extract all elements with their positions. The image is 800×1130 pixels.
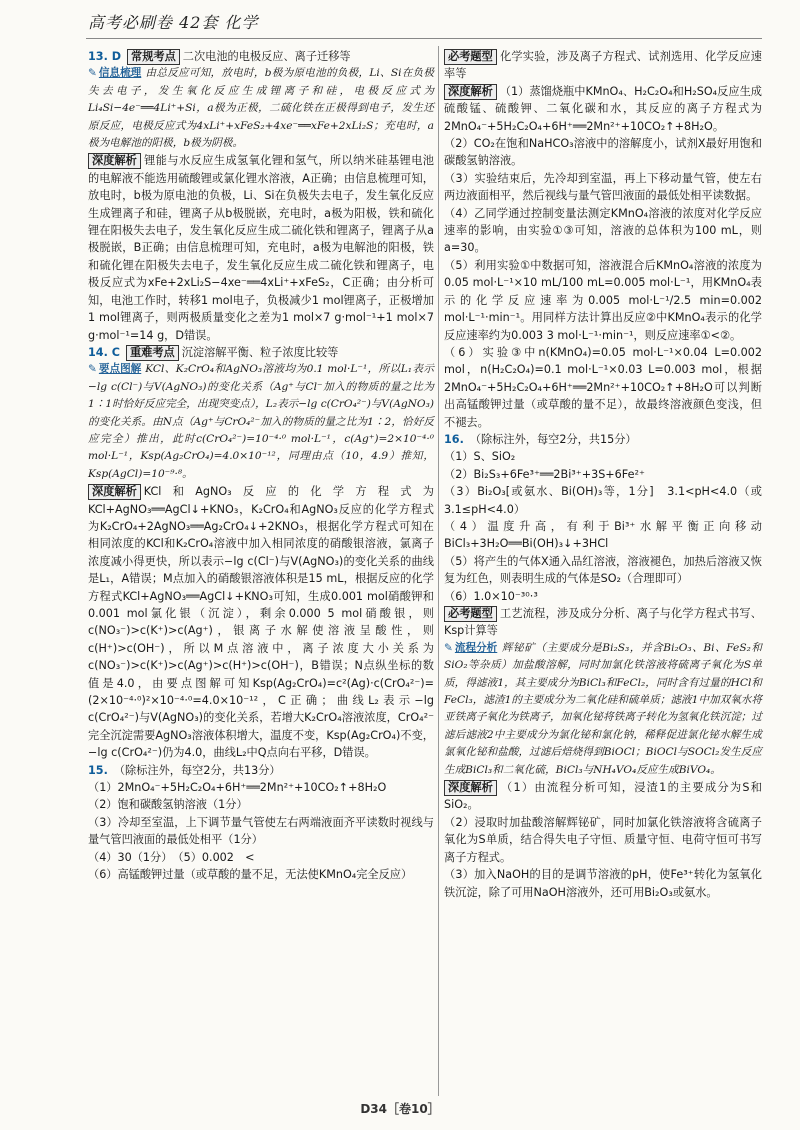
analysis-text: 化学实验，涉及离子方程式、试剂选用、化学反应速率等 bbox=[444, 50, 762, 81]
note-paragraph bbox=[88, 361, 434, 483]
answer-line: （2）Bi₂S₃+6Fe³⁺══2Bi³⁺+3S+6Fe²⁺ bbox=[444, 467, 645, 481]
question-heading bbox=[88, 762, 434, 779]
answer-line: （1）2MnO₄⁻+5H₂C₂O₄+6H⁺══2Mn²⁺+10CO₂↑+8H₂O bbox=[88, 781, 387, 795]
note-label: 信息梳理 bbox=[98, 67, 142, 80]
answer-line: （5）利用实验①中数据可知，溶液混合后KMnO₄溶液的浓度为0.05 mol·L⁻¹×10 mL/100 mL=0.005 mol·L⁻¹，用KMnO₄表示的化学反应速率为0.005 mol·L⁻¹/2.5 min=0.002 mol·L⁻¹·min⁻¹。用同样方法计算出反应②中KMnO₄表示的化学反应速率约为0.003 3 mol·L⁻¹·min⁻¹，则反应速率①<②。 bbox=[444, 258, 762, 342]
section-tag: 深度解析 bbox=[88, 153, 141, 169]
note-text: 辉铋矿（主要成分是Bi₂S₃，并含Bi₂O₃、Bi、FeS₂和SiO₂等杂质）加盐酸溶解，同时加氯化铁溶液将硫离子氧化为S单质，得滤液1，其主要成分为BiCl₃和FeCl₂，同时含有过量的HCl和FeCl₃，滤渣1的主要成分为二氧化硅和硫单质；滤液1中加双氧水将亚铁离子氧化为铁离子，加氧化铋将铁离子转化为氢氧化铁沉淀；过滤后滤液2中主要成分为氯化铋和氯化钠，稀释促进氯化铋水解生成氯氧化铋和盐酸，过滤后焙烧得到BiOCl；BiOCl与SOCl₂发生反应生成BiCl₃和二氧化硫，BiCl₃与NH₄VO₄反应生成BiVO₄。 bbox=[444, 641, 762, 776]
analysis-paragraph bbox=[444, 605, 762, 640]
analysis-paragraph bbox=[444, 779, 762, 814]
pencil-icon: ✎ bbox=[88, 363, 97, 376]
page-header: 高考必刷卷 42套 化学 bbox=[88, 13, 259, 32]
analysis-paragraph bbox=[88, 152, 434, 343]
pencil-icon: ✎ bbox=[444, 641, 453, 654]
answer-line: （2）CO₂在饱和NaHCO₃溶液中的溶解度小，试剂X最好用饱和碳酸氢钠溶液。 bbox=[444, 137, 762, 168]
answer-line: （3）冷却至室温，上下调节量气管使左右两端液面齐平读数时视线与量气管凹液面的最低处相平（1分） bbox=[88, 815, 434, 847]
question-number: 16. bbox=[444, 432, 464, 446]
answer-line: （3）实验结束后，先冷却到室温，再上下移动量气管，使左右两边液面相平，然后视线与量气管凹液面的最低处相平读数据。 bbox=[444, 171, 762, 203]
question-topic: 沉淀溶解平衡、粒子浓度比较等 bbox=[181, 345, 339, 359]
column-divider bbox=[438, 46, 439, 1096]
topic-tag: 重难考点 bbox=[126, 345, 179, 361]
question-heading bbox=[444, 431, 762, 448]
question-heading bbox=[88, 344, 434, 361]
analysis-paragraph bbox=[444, 83, 762, 135]
answer-line: （4）乙同学通过控制变量法测定KMnO₄溶液的浓度对化学反应速率的影响，由实验①③可知，溶液的总体积为100 mL，则a=30。 bbox=[444, 206, 762, 255]
question-topic: 二次电池的电极反应、离子迁移等 bbox=[182, 50, 351, 63]
answer-line: （4）30（1分） （5）0.002 < bbox=[88, 850, 255, 864]
answer-line: （3）加入NaOH的目的是调节溶液的pH，使Fe³⁺转化为氢氧化铁沉淀，除了可用NaOH溶液外，还可用Bi₂O₃或氨水。 bbox=[444, 868, 762, 899]
answer-line: （1）S、SiO₂ bbox=[444, 450, 516, 464]
question-heading bbox=[88, 48, 434, 65]
note-text: 由总反应可知，放电时，b极为原电池的负极，Li、Si在负极失去电子，发生氧化反应生成锂离子和硅，电极反应式为Li₄Si−4e⁻══4Li⁺+Si，a极为正极，二硫化铁在正极得到电子，发生还原反应，电极反应式为4xLi⁺+xFeS₂+4xe⁻══xFe+2xLi₂S；充电时，a极为电解池的阳极，b极为阴极。 bbox=[88, 67, 434, 150]
section-tag: 深度解析 bbox=[444, 780, 497, 796]
note-paragraph bbox=[88, 65, 434, 152]
left-column bbox=[88, 48, 434, 1098]
right-column bbox=[444, 48, 774, 1098]
answer-line: （5）将产生的气体X通入品红溶液，溶液褪色，加热后溶液又恢复为红色，则表明生成的气体是SO₂（合理即可） bbox=[444, 554, 762, 586]
analysis-text: KCl和AgNO₃反应的化学方程式为KCl+AgNO₃══AgCl↓+KNO₃，K₂CrO₄和AgNO₃反应的化学方程式为K₂CrO₄+2AgNO₃══Ag₂CrO₄↓+2KNO₃，根据化学方程式可知在相同浓度的KCl和K₂CrO₄溶液中加入相同浓度的硝酸银溶液，氯离子浓度减小得更快，所以表示−lg c(Cl⁻)与V(AgNO₃)的变化关系的曲线是L₁，A错误；M点加入的硝酸银溶液体积是15 mL，根据反应的化学方程式KCl+AgNO₃══AgCl↓+KNO₃可知，生成0.001 mol硝酸钾和0.001 mol氯化银（沉淀），剩余0.000 5 mol硝酸银，则c(NO₃⁻)>c(K⁺)>c(Ag⁺)，银离子水解使溶液呈酸性，则c(H⁺)>c(OH⁻)，所以M点溶液中，离子浓度大小关系为c(NO₃⁻)>c(K⁺)>c(Ag⁺)>c(H⁺)>c(OH⁻)，B错误；N点纵坐标的数值是4.0，由要点图解可知Ksp(Ag₂CrO₄)=c²(Ag)·c(CrO₄²⁻)=(2×10⁻⁴·⁰)²×10⁻⁴·⁰=4.0×10⁻¹²，C正确；曲线L₂表示−lg c(CrO₄²⁻)与V(AgNO₃)的变化关系，若增大K₂CrO₄溶液浓度，CrO₄²⁻完全沉淀需要AgNO₃溶液体积增大，温度不变，Ksp(Ag₂CrO₄)不变，−lg c(CrO₄²⁻)仍为4.0，曲线L₂中Q点向右平移，D错误。 bbox=[88, 485, 434, 760]
analysis-text: （1）由流程分析可知，浸渣1的主要成分为S和SiO₂。 bbox=[444, 781, 762, 812]
section-tag: 必考题型 bbox=[444, 49, 497, 65]
topic-tag: 常规考点 bbox=[127, 49, 180, 65]
question-number: 15. bbox=[88, 763, 108, 777]
answer-line: （4）温度升高，有利于Bi³⁺水解平衡正向移动 BiCl₃+3H₂O══Bi(OH)₃↓+3HCl bbox=[444, 519, 774, 551]
question-number: 13. D bbox=[88, 50, 121, 63]
section-tag: 深度解析 bbox=[88, 484, 141, 500]
note-label: 流程分析 bbox=[454, 641, 498, 654]
analysis-text: 工艺流程，涉及成分分析、离子与化学方程式书写、Ksp计算等 bbox=[444, 607, 762, 638]
answer-line: （6）1.0×10⁻³⁰·³ bbox=[444, 589, 538, 603]
note-label: 要点图解 bbox=[98, 363, 142, 376]
analysis-text: 锂能与水反应生成氢氧化锂和氢气，所以纳米硅基锂电池的电解液不能选用硫酸锂或氯化锂水溶液，A正确；由信息梳理可知，放电时，b极为原电池的负极，Li、Si在负极失去电子，发生氧化反应生成锂离子和硅，锂离子从b极脱嵌，充电时，a极为阳极，铁和硫化锂在阳极失去电子，发生氧化反应生成二硫化铁和锂离子，锂离子从a极脱嵌，B正确；由信息梳理可知，充电时，a极为电解池的阳极，铁和硫化锂在阳极失去电子，发生氧化反应生成二硫化铁和锂离子，电极反应式为xFe+2xLi₂S−4xe⁻══4xLi⁺+xFeS₂，C正确；由分析可知，电池工作时，转移1 mol电子，负极减少1 mol锂离子，正极增加1 mol锂离子，则两极质量变化之差为1 mol×7 g·mol⁻¹+1 mol×7 g·mol⁻¹=14 g，D错误。 bbox=[88, 154, 434, 342]
header-rule bbox=[86, 38, 762, 39]
page-number: D34［卷10］ bbox=[360, 1102, 440, 1116]
analysis-text: （1）蒸馏烧瓶中KMnO₄、H₂C₂O₄和H₂SO₄反应生成硫酸锰、硫酸钾、二氧化碳和水，其反应的离子方程式为2MnO₄⁻+5H₂C₂O₄+6H⁺══2Mn²⁺+10CO₂↑+8H₂O。 bbox=[444, 84, 762, 133]
answer-line: （3）Bi₂O₃[或氨水、Bi(OH)₃等，1分] 3.1<pH<4.0（或3.1≤pH<4.0） bbox=[444, 485, 762, 516]
note-paragraph bbox=[444, 640, 762, 779]
answer-line: （2）饱和碳酸氢钠溶液（1分） bbox=[88, 798, 248, 812]
question-number: 14. C bbox=[88, 345, 120, 359]
answer-line: （2）浸取时加盐酸溶解辉铋矿，同时加氯化铁溶液将含硫离子氧化为S单质，结合得失电子守恒、质量守恒、电荷守恒可书写离子方程式。 bbox=[444, 815, 762, 864]
note-text: KCl、K₂CrO₄和AgNO₃溶液均为0.1 mol·L⁻¹，所以L₁表示−lg c(Cl⁻)与V(AgNO₃)的变化关系（Ag⁺与Cl⁻加入的物质的量之比为1∶1时恰好反应完全，出现突变点），L₂表示−lg c(CrO₄²⁻)与V(AgNO₃)的变化关系。由N点（Ag⁺与CrO₄²⁻加入的物质的量之比为1∶2，恰好反应完全）推出，此时c(CrO₄²⁻)=10⁻⁴·⁰ mol·L⁻¹，c(Ag⁺)=2×10⁻⁴·⁰ mol·L⁻¹，Ksp(Ag₂CrO₄)=4.0×10⁻¹²，同理由点（10，4.9）推知，Ksp(AgCl)=10⁻⁹·⁸。 bbox=[88, 363, 434, 480]
section-tag: 必考题型 bbox=[444, 606, 497, 622]
question-topic: （除标注外，每空2分，共13分） bbox=[113, 763, 281, 777]
question-topic: （除标注外，每空2分，共15分） bbox=[469, 432, 637, 446]
analysis-paragraph bbox=[88, 483, 434, 762]
answer-line: （6）实验③中n(KMnO₄)=0.05 mol·L⁻¹×0.04 L=0.002 mol，n(H₂C₂O₄)=0.1 mol·L⁻¹×0.03 L=0.003 mol，根据2MnO₄⁻+5H₂C₂O₄+6H⁺══2Mn²⁺+10CO₂↑+8H₂O可以判断出高锰酸钾过量（或草酸的量不足），故最终溶液颜色变浅，但不褪去。 bbox=[444, 345, 762, 429]
section-tag: 深度解析 bbox=[444, 84, 497, 100]
analysis-paragraph bbox=[444, 48, 762, 83]
answer-line: （6）高锰酸钾过量（或草酸的量不足，无法使KMnO₄完全反应） bbox=[88, 868, 413, 882]
pencil-icon: ✎ bbox=[88, 67, 97, 80]
